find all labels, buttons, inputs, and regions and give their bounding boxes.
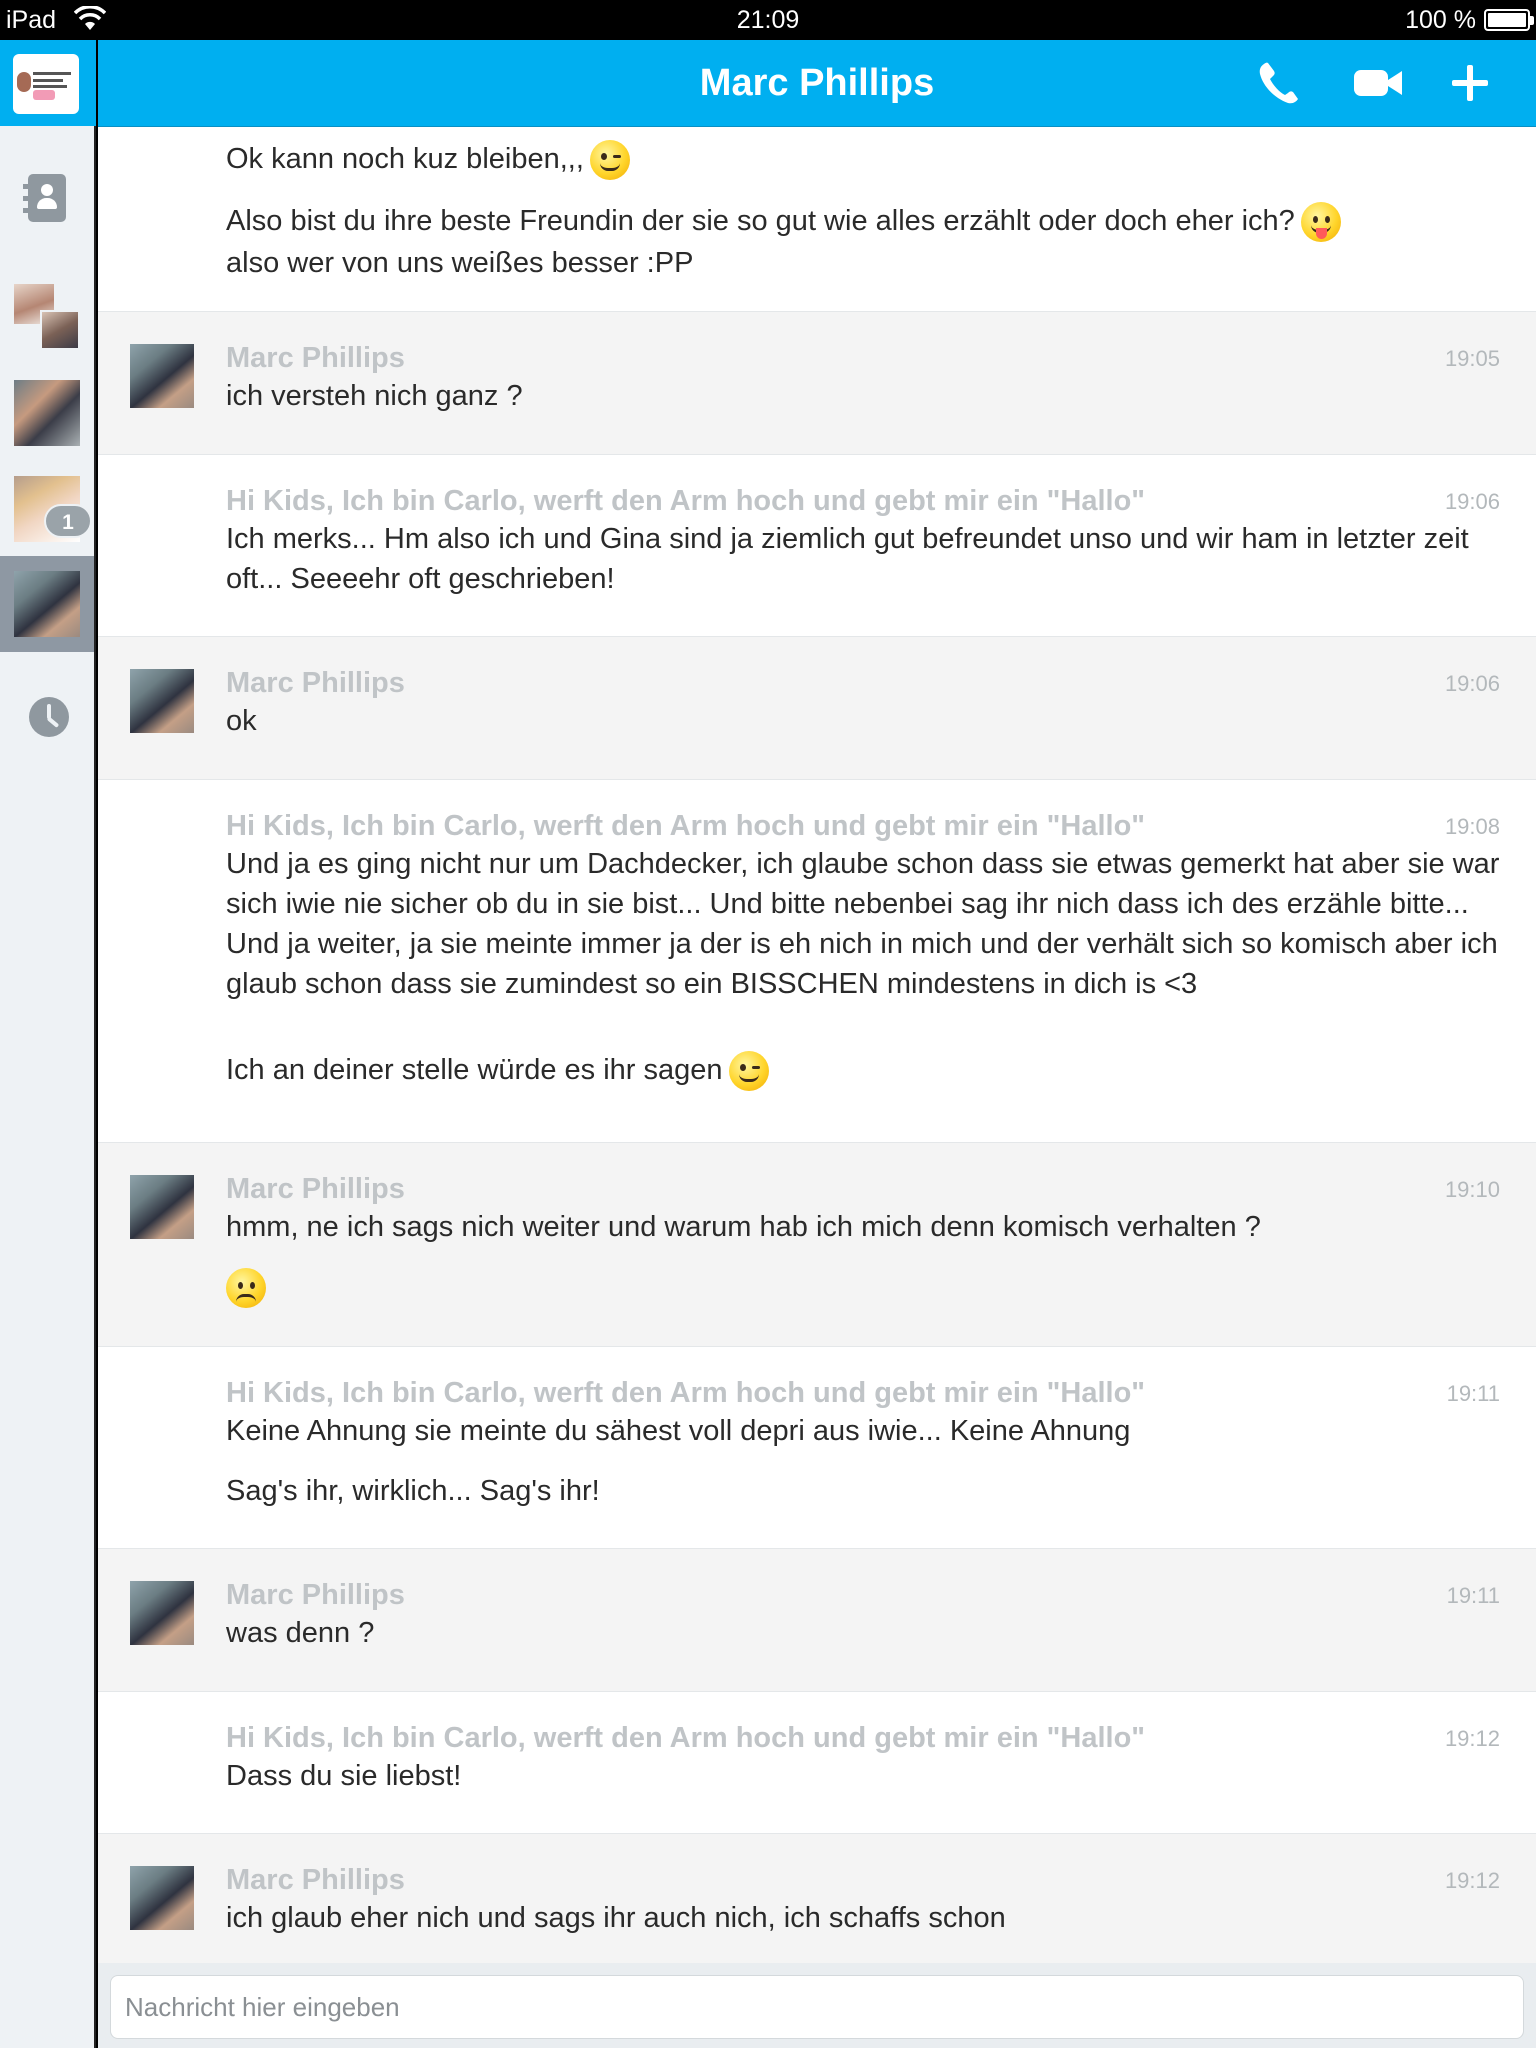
message-emoji — [226, 1267, 1526, 1308]
video-call-icon[interactable] — [1350, 58, 1406, 108]
message-item — [98, 127, 1536, 312]
message-text: Also bist du ihre beste Freundin der sie so gut wie alles erzählt oder doch eher ich? — [226, 201, 1526, 242]
conversation-panel — [98, 40, 1536, 2048]
message-item — [98, 780, 1536, 1143]
sender-avatar[interactable] — [130, 1866, 194, 1930]
message-item — [98, 312, 1536, 455]
message-item — [98, 637, 1536, 780]
message-item — [98, 455, 1536, 637]
phone-call-icon[interactable] — [1252, 58, 1308, 108]
unread-badge: 1 — [44, 504, 92, 538]
message-text: Ok kann noch kuz bleiben,,, — [226, 139, 1526, 180]
battery-icon — [1484, 9, 1530, 31]
my-profile-avatar[interactable] — [13, 54, 79, 114]
message-list[interactable] — [98, 127, 1536, 2003]
message-item — [98, 1143, 1536, 1347]
contacts-icon[interactable] — [28, 174, 66, 222]
message-item — [98, 1692, 1536, 1834]
sender-name: Marc Phillips — [226, 342, 405, 374]
message-time: 19:11 — [1446, 1583, 1500, 1608]
message-time: 19:12 — [1444, 1868, 1500, 1893]
message-text: hmm, ne ich sags nich weiter und warum hab ich mich denn komisch verhalten ? — [226, 1211, 1261, 1243]
recent-clock-icon[interactable] — [29, 697, 69, 737]
message-composer — [98, 1963, 1536, 2048]
wink-emoji-icon — [590, 140, 630, 180]
message-text: Dass du sie liebst! — [226, 1760, 462, 1792]
sender-name: Marc Phillips — [226, 1579, 405, 1611]
message-time: 19:11 — [1446, 1381, 1500, 1406]
wink-emoji-icon — [729, 1051, 769, 1091]
message-text: also wer von uns weißes besser :PP — [226, 247, 694, 279]
message-text: Ich an deiner stelle würde es ihr sagen — [226, 1050, 1526, 1091]
sender-name: Hi Kids, Ich bin Carlo, werft den Arm hoch und gebt mir ein "Hallo" — [226, 1377, 1146, 1409]
sender-name: Marc Phillips — [226, 667, 405, 699]
message-input[interactable] — [110, 1975, 1524, 2039]
sad-emoji-icon — [226, 1268, 266, 1308]
sender-avatar[interactable] — [130, 1581, 194, 1645]
sender-avatar[interactable] — [130, 1175, 194, 1239]
message-item — [98, 1347, 1536, 1549]
tongue-emoji-icon — [1301, 202, 1341, 242]
message-text: Sag's ihr, wirklich... Sag's ihr! — [226, 1475, 600, 1507]
sender-name: Marc Phillips — [226, 1864, 405, 1896]
message-text: was denn ? — [226, 1617, 375, 1649]
message-text: Keine Ahnung sie meinte du sähest voll depri aus iwie... Keine Ahnung — [226, 1415, 1131, 1447]
sidebar-header — [0, 40, 96, 126]
message-text: ich versteh nich ganz ? — [226, 380, 523, 412]
message-text: ok — [226, 705, 257, 737]
message-text: Und ja es ging nicht nur um Dachdecker, ich glaube schon dass sie etwas gemerkt hat aber sie war sich iwie nie sicher ob du in sie bist... Und bitte nebenbei sag ihr nich dass ich des erzähle bitte... Und ja weiter, ja sie meinte immer ja der is eh nich in mich und der verhält sich so komisch aber ich glaub schon dass sie zumindest so ein BISSCHEN mindestens in dich is <3 — [226, 848, 1500, 1000]
message-time: 19:10 — [1444, 1177, 1500, 1202]
status-bar — [0, 0, 1536, 40]
device-name: iPad — [6, 6, 57, 34]
contact-avatar[interactable] — [14, 380, 80, 446]
message-item — [98, 1549, 1536, 1692]
sidebar — [0, 40, 96, 2048]
message-item — [98, 1834, 1536, 1977]
sender-name: Hi Kids, Ich bin Carlo, werft den Arm hoch und gebt mir ein "Hallo" — [226, 485, 1146, 517]
message-time: 19:06 — [1444, 489, 1500, 514]
message-time: 19:12 — [1444, 1726, 1500, 1751]
conversation-title: Marc Phillips — [699, 62, 935, 104]
message-time: 19:05 — [1444, 346, 1500, 371]
add-participant-icon[interactable] — [1442, 58, 1498, 108]
sender-avatar[interactable] — [130, 669, 194, 733]
marc-phillips-avatar[interactable] — [14, 571, 80, 637]
message-text: ich glaub eher nich und sags ihr auch nich, ich schaffs schon — [226, 1902, 1006, 1934]
sender-name: Hi Kids, Ich bin Carlo, werft den Arm hoch und gebt mir ein "Hallo" — [226, 1722, 1146, 1754]
message-time: 19:08 — [1444, 814, 1500, 839]
battery-percent: 100 % — [1405, 6, 1476, 34]
conversation-header — [98, 40, 1536, 127]
message-text: Ich merks... Hm also ich und Gina sind ja ziemlich gut befreundet unso und wir ham in letzter zeit oft... Seeeehr oft geschrieben! — [226, 523, 1469, 595]
sender-avatar[interactable] — [130, 344, 194, 408]
group-chat-avatar[interactable] — [14, 284, 80, 350]
message-time: 19:06 — [1444, 671, 1500, 696]
clock: 21:09 — [736, 6, 800, 34]
sender-name: Hi Kids, Ich bin Carlo, werft den Arm hoch und gebt mir ein "Hallo" — [226, 810, 1146, 842]
sender-name: Marc Phillips — [226, 1173, 405, 1205]
